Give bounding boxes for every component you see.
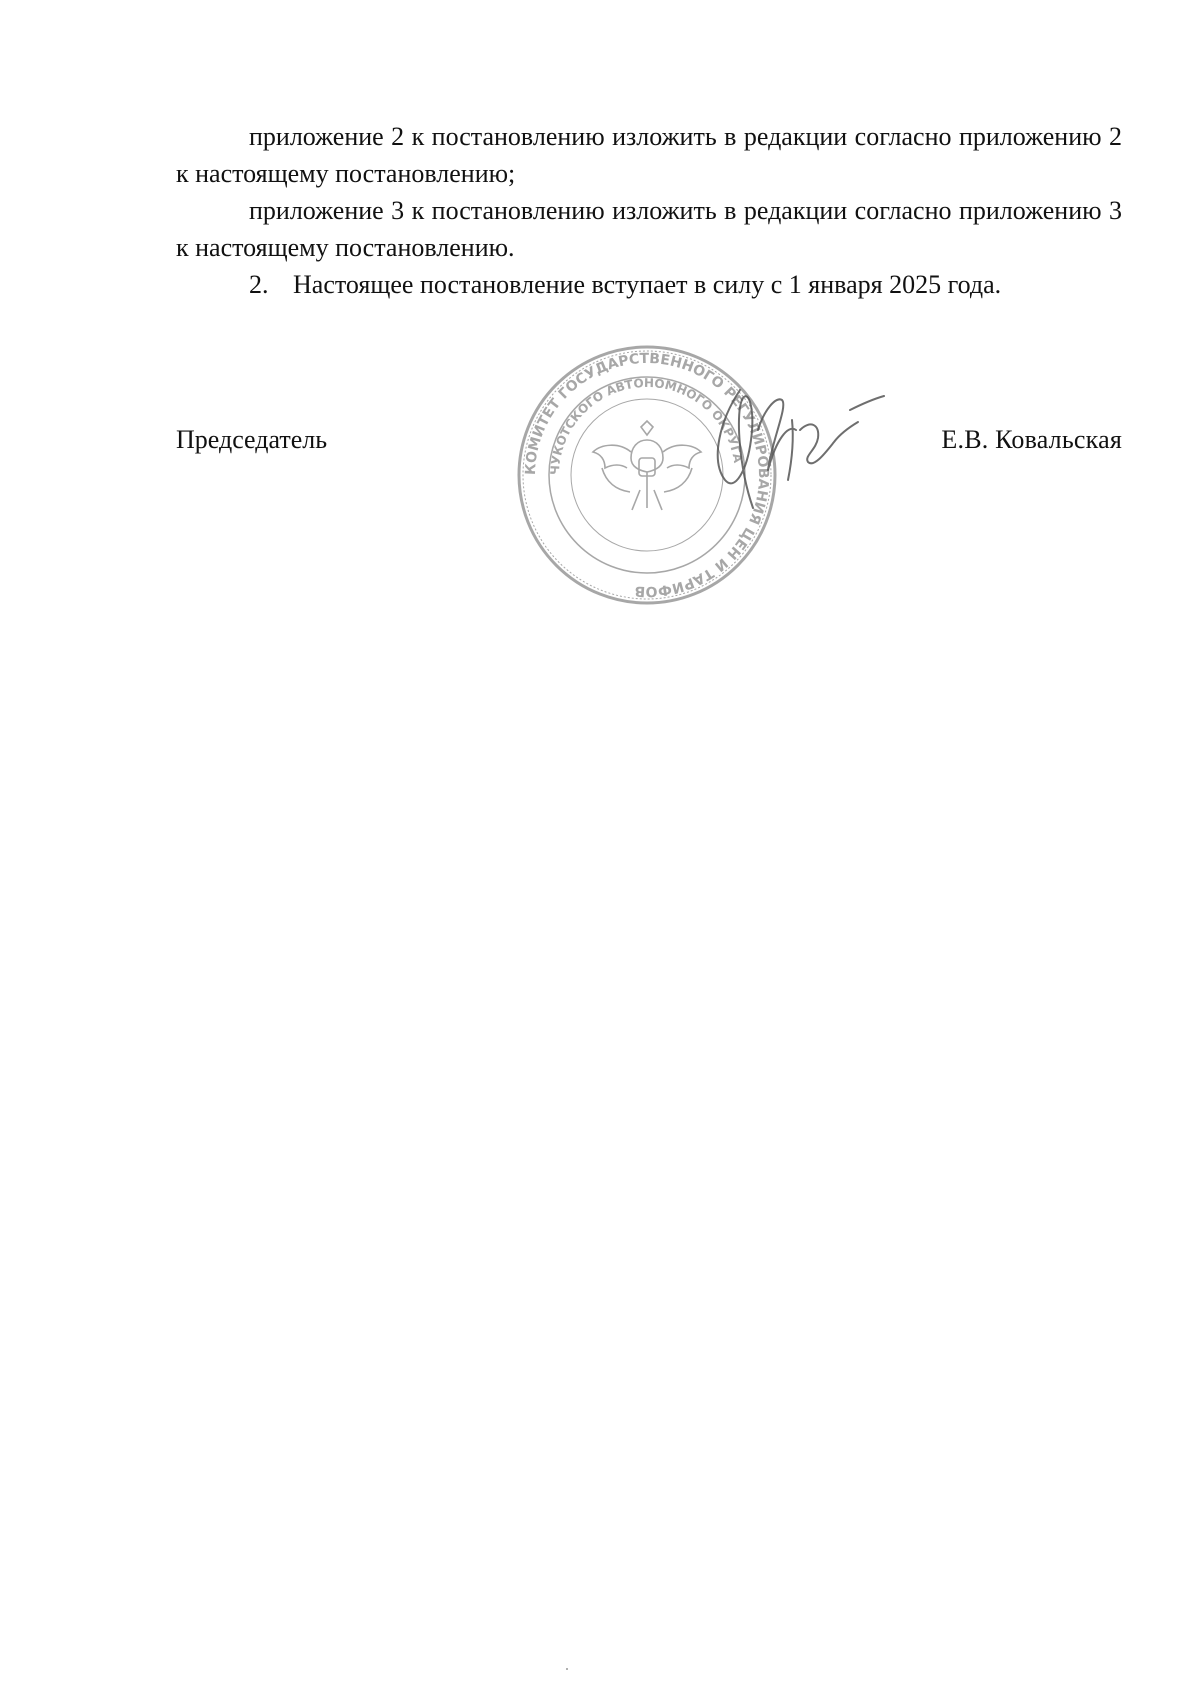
stamp-inner-text: ЧУКОТСКОГО АВТОНОМНОГО ОКРУГА [547,375,746,476]
coat-of-arms-emblem-icon [593,421,701,510]
item-number: 2. [249,270,269,299]
stamp-outer-text: КОМИТЕТ ГОСУДАРСТВЕННОГО РЕГУЛИРОВАНИЯ ЦЕН И ТАРИФОВ [522,350,772,600]
handwritten-signature [700,370,900,540]
scan-artifact [566,1668,568,1670]
item-text: Настоящее постановление вступает в силу с 1 января 2025 года. [293,270,1002,299]
signer-name: Е.В. Ковальская [941,425,1122,454]
paragraph-appendix-3: приложение 3 к постановлению изложить в редакции согласно приложению 3 к настоящему постановлению. [176,196,1122,262]
document-body [176,118,1122,303]
signer-position: Председатель [176,425,328,454]
paragraph-appendix-2: приложение 2 к постановлению изложить в редакции согласно приложению 2 к настоящему постановлению; [176,122,1122,188]
numbered-item-2 [176,266,1122,303]
